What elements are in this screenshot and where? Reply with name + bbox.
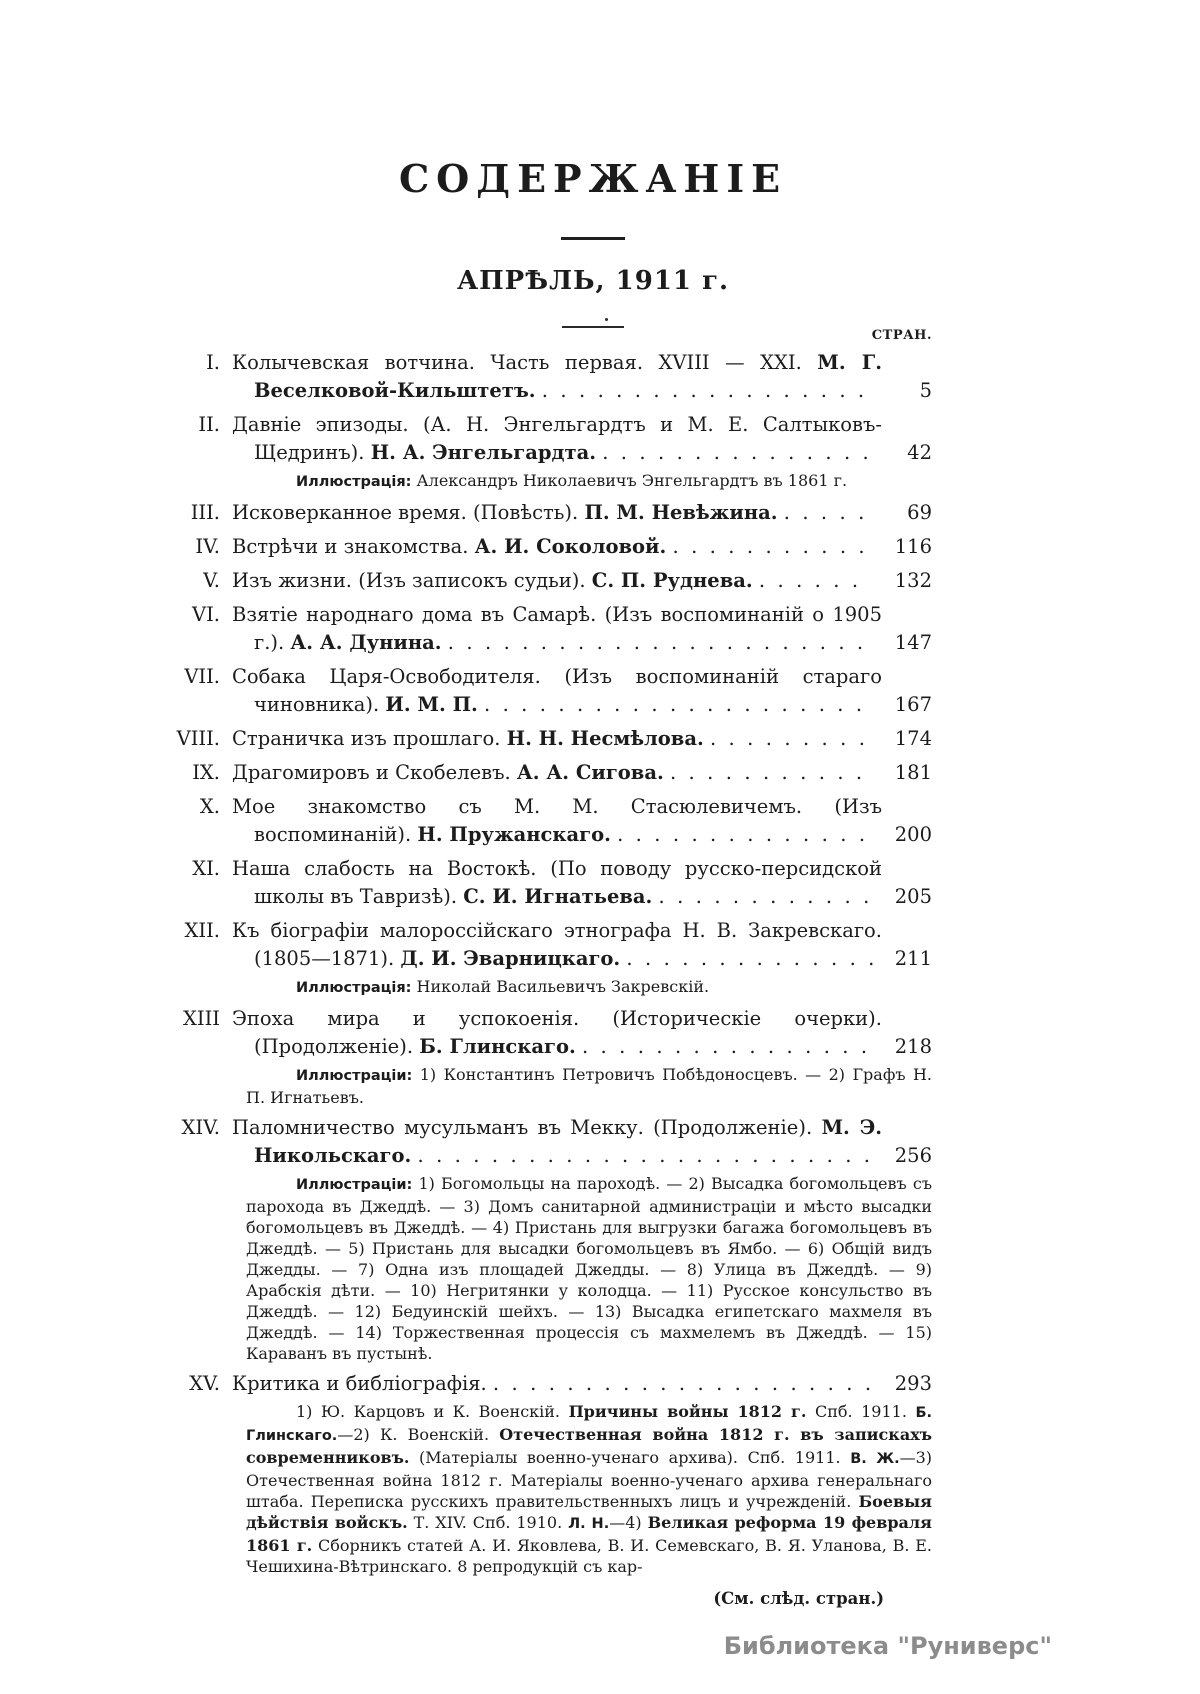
entry-page-number: 132 [894, 569, 932, 592]
entry-title-text: Изъ жизни. (Изъ записокъ судьи). [232, 569, 592, 592]
entry-numeral: VI. [192, 603, 220, 626]
table-of-contents [150, 349, 932, 1577]
entry-row [150, 601, 932, 657]
entry-title-text: Паломничество мусульманъ въ Мекку. (Продолженіе). [232, 1116, 822, 1139]
entry-title-text: Встрѣчи и знакомства. [232, 535, 475, 558]
note-text: Николай Васильевичъ Закревскій. [411, 977, 710, 996]
entry-title [232, 1370, 882, 1398]
entry-author: П. М. Невѣжина. [584, 501, 778, 524]
entry-numeral: I. [206, 351, 220, 374]
entry-title [232, 917, 882, 973]
illustration-note [246, 976, 932, 999]
entry-title-text: Давніе эпизоды. (А. Н. Энгельгардтъ и М. Е. Салтыковъ-Щедринъ). [232, 413, 882, 464]
entry-title-text: Эпоха мира и успокоенія. (Историческіе очерки). (Продолженіе). [232, 1007, 882, 1058]
entry-author: М. Г. Веселковой-Кильштетъ. [254, 351, 882, 402]
entry-numeral: XV. [189, 1372, 220, 1395]
entry-author: С. И. Игнатьева. [463, 885, 653, 908]
note-text: Причины войны 1812 г. [568, 1402, 807, 1421]
note-text: —3) Отечественная война 1812 г. Матеріалы военно-ученаго архива генеральнаго штаба. Переписка русскихъ правительственныхъ лицъ и учрежденій. [246, 1448, 932, 1511]
dot-leader: . . . . . . . . . [703, 727, 872, 750]
toc-entry [150, 793, 932, 849]
dot-leader: . . . . . . . . . . . [663, 761, 869, 784]
entry-page-number: 174 [894, 727, 932, 750]
entry-title [232, 855, 882, 911]
dot-leader: . . . . . . . . . . . . [652, 885, 876, 908]
dot-leader: . . . . . . . . . . . . . . . . [575, 1035, 874, 1058]
library-watermark: Библиотека "Руниверс" [723, 1632, 1052, 1660]
entry-page-number: 42 [907, 441, 932, 464]
entry-title [232, 601, 882, 657]
entry-page-number: 211 [894, 947, 932, 970]
entry-row [150, 411, 932, 467]
note-text: В. Ж. [850, 1451, 900, 1467]
entry-row [150, 1370, 932, 1398]
entry-numeral: X. [199, 795, 220, 818]
note-text: Л. Н. [568, 1516, 610, 1532]
toc-entry [150, 1005, 932, 1108]
entry-title-text: Мое знакомство съ М. М. Стасюлевичемъ. (Изъ воспоминаній). [232, 795, 882, 846]
dot-leader: . . . . . . . . . . . . . . . . . . [535, 379, 871, 402]
note-lead: Иллюстрація: [296, 474, 412, 490]
toc-entry [150, 533, 932, 561]
toc-entry [150, 759, 932, 787]
note-lead: Иллюстраціи: [296, 1177, 413, 1193]
entry-title-text: Колычевская вотчина. Часть первая. XVIII — XXI. [232, 351, 818, 374]
entry-numeral: III. [190, 501, 220, 524]
entry-row [150, 663, 932, 719]
note-text: Т. XIV. Спб. 1910. [407, 1513, 569, 1532]
dot-leader: . . . . . . . . . . . . . . . . . . . . . . . . . [411, 1144, 877, 1167]
issue-date: АПРѢЛЬ, 1911 г. [456, 266, 730, 296]
dot-leader: . . . . . . . . . . . . . . [620, 947, 881, 970]
entry-page-number: 205 [894, 885, 932, 908]
continuation-note: (См. слѣд. стран.) [713, 1589, 884, 1608]
divider [562, 326, 624, 328]
entry-title [232, 411, 882, 467]
entry-numeral: XII. [184, 919, 220, 942]
entry-page-number: 167 [894, 693, 932, 716]
entry-author: А. А. Дунина. [290, 631, 442, 654]
dot-leader: . . . . . . . . . . . . . . . [596, 441, 875, 464]
note-text: Отечественная война 1812 г. въ запискахъ современниковъ. [246, 1425, 933, 1467]
entry-title [232, 1005, 882, 1061]
toc-entry [150, 917, 932, 999]
entry-title-text: Критика и библіографія. [232, 1372, 487, 1395]
note-text: Спб. 1911. [806, 1402, 916, 1421]
entry-page-number: 116 [894, 535, 932, 558]
entry-page-number: 69 [907, 501, 932, 524]
note-lead: Иллюстрація: [296, 980, 412, 996]
entry-numeral: XI. [192, 857, 220, 880]
toc-entry [150, 1370, 932, 1577]
entry-author: М. Э. Никольскаго. [254, 1116, 882, 1167]
dot-leader: . . . . . [777, 501, 871, 524]
entry-row [150, 349, 932, 405]
bibliography-note [246, 1401, 932, 1577]
entry-title-text: Взятіе народнаго дома въ Самарѣ. (Изъ воспоминаній о 1905 г.). [232, 603, 882, 654]
entry-row [150, 1005, 932, 1061]
toc-entry [150, 567, 932, 595]
entry-page-number: 293 [894, 1372, 932, 1395]
note-text: Боевыя дѣйствія войскъ. [246, 1492, 932, 1532]
entry-page-number: 218 [894, 1035, 932, 1058]
page-title: СОДЕРЖАНІЕ [398, 156, 788, 201]
toc-entry [150, 349, 932, 405]
entry-author: С. П. Руднева. [591, 569, 753, 592]
entry-author: А. И. Соколовой. [474, 535, 667, 558]
entry-numeral: VIII. [176, 727, 220, 750]
dot-leader: . . . . . . . . . . . . . . . . . . . . . . . [441, 631, 870, 654]
entry-numeral: XIII [183, 1007, 220, 1030]
entry-title [232, 567, 882, 595]
note-text: Великая реформа 19 февраля 1861 г. [246, 1513, 933, 1555]
entry-page-number: 147 [894, 631, 932, 654]
entry-numeral: II. [198, 413, 220, 436]
note-text: (Матеріалы военно-ученаго архива). Спб. 1911. [409, 1448, 851, 1467]
entry-author: Б. Глинскаго. [419, 1035, 576, 1058]
note-text: Александръ Николаевичъ Энгельгардтъ въ 1861 г. [411, 471, 848, 490]
toc-entry [150, 855, 932, 911]
entry-title [232, 533, 882, 561]
entry-author: Д. И. Эварницкаго. [400, 947, 621, 970]
entry-title-text: Исковерканное время. (Повѣсть). [232, 501, 585, 524]
entry-author: А. А. Сигова. [516, 761, 664, 784]
entry-row [150, 499, 932, 527]
toc-entry [150, 499, 932, 527]
entry-title-text: Къ біографіи малороссійскаго этнографа Н. В. Закревскаго. (1805—1871). [232, 919, 882, 970]
dot-leader: . . . . . . . . . . . . . . . . . . . . . [477, 693, 869, 716]
entry-page-number: 5 [919, 379, 932, 402]
entry-row [150, 567, 932, 595]
entry-row [150, 1114, 932, 1170]
dot-leader: . . . . . . . . . . . . . . . . . . . . . [486, 1372, 878, 1395]
entry-numeral: XIV. [181, 1116, 220, 1139]
entry-row [150, 793, 932, 849]
entry-author: И. М. П. [385, 693, 478, 716]
entry-title [232, 499, 882, 527]
toc-entry [150, 411, 932, 493]
entry-page-number: 181 [894, 761, 932, 784]
entry-title-text: Драгомировъ и Скобелевъ. [232, 761, 517, 784]
toc-entry [150, 601, 932, 657]
entry-title-text: Собака Царя-Освободителя. (Изъ воспоминаній стараго чиновника). [232, 665, 882, 716]
note-lead: Иллюстраціи: [296, 1068, 413, 1084]
illustration-note [246, 1064, 932, 1108]
entry-author: Н. Пружанскаго. [417, 823, 611, 846]
note-text: 1) Богомольцы на пароходѣ. — 2) Высадка богомольцевъ съ парохода въ Джеддѣ. — 3) Домъ санитарной администраціи и мѣсто высадки богомольцевъ въ Джеддѣ. — 4) Пристань для выгрузки багажа богомольцевъ въ Джеддѣ. — 5) Пристань для высадки богомольцевъ въ Ямбо. — 6) Общій видъ Джедды. — 7) Одна изъ площадей Джедды. — 8) Улица въ Джеддѣ. — 9) Арабскія дѣти. — 10) Негритянки у колодца. — 11) Русское консульство въ Джеддѣ. — 12) Бедуинскій шейхъ. — 13) Высадка египетскаго махмеля въ Джеддѣ. — 14) Торжественная процессія съ махмелемъ въ Джеддѣ. — 15) Караванъ въ пустынѣ. [246, 1174, 932, 1363]
note-text: 1) Константинъ Петровичъ Побѣдоносцевъ. — 2) Графъ Н. П. Игнатьевъ. [246, 1065, 932, 1107]
illustration-note [246, 470, 932, 493]
dot-leader: . . . . . . [752, 569, 865, 592]
entry-numeral: IX. [192, 761, 220, 784]
divider [561, 237, 625, 240]
divider-dot [605, 318, 608, 321]
entry-row [150, 725, 932, 753]
illustration-note [246, 1173, 932, 1364]
entry-title [232, 793, 882, 849]
toc-entry [150, 725, 932, 753]
entry-title [232, 1114, 882, 1170]
entry-page-number: 256 [894, 1144, 932, 1167]
note-text: —4) [609, 1513, 648, 1532]
note-text: —2) К. Военскій. [337, 1425, 500, 1444]
entry-row [150, 533, 932, 561]
note-text: 1) Ю. Карцовъ и К. Военскій. [296, 1402, 569, 1421]
entry-author: Н. Н. Несмѣлова. [506, 727, 704, 750]
entry-page-number: 200 [894, 823, 932, 846]
entry-title-text: Страничка изъ прошлаго. [232, 727, 507, 750]
entry-row [150, 759, 932, 787]
entry-numeral: IV. [195, 535, 220, 558]
dot-leader: . . . . . . . . . . . [666, 535, 871, 558]
entry-title [232, 725, 882, 753]
entry-author: Н. А. Энгельгардта. [370, 441, 596, 464]
entry-title [232, 349, 882, 405]
entry-title [232, 663, 882, 719]
entry-numeral: V. [203, 569, 220, 592]
entry-title [232, 759, 882, 787]
dot-leader: . . . . . . . . . . . . . . [610, 823, 872, 846]
entry-row [150, 917, 932, 973]
entry-numeral: VII. [184, 665, 220, 688]
entry-row [150, 855, 932, 911]
toc-entry [150, 663, 932, 719]
page-column-header: СТРАН. [871, 328, 932, 343]
toc-entry [150, 1114, 932, 1364]
page-header [0, 0, 1193, 328]
entry-title-text: Наша слабость на Востокѣ. (По поводу русско-персидской школы въ Тавризѣ). [232, 857, 882, 908]
note-text: Сборникъ статей А. И. Яковлева, В. И. Семевскаго, В. Я. Уланова, В. Е. Чешихина-Вѣтринскаго. 8 репродукцій съ кар- [246, 1536, 932, 1576]
note-text: Б. Глинскаго. [246, 1405, 933, 1444]
